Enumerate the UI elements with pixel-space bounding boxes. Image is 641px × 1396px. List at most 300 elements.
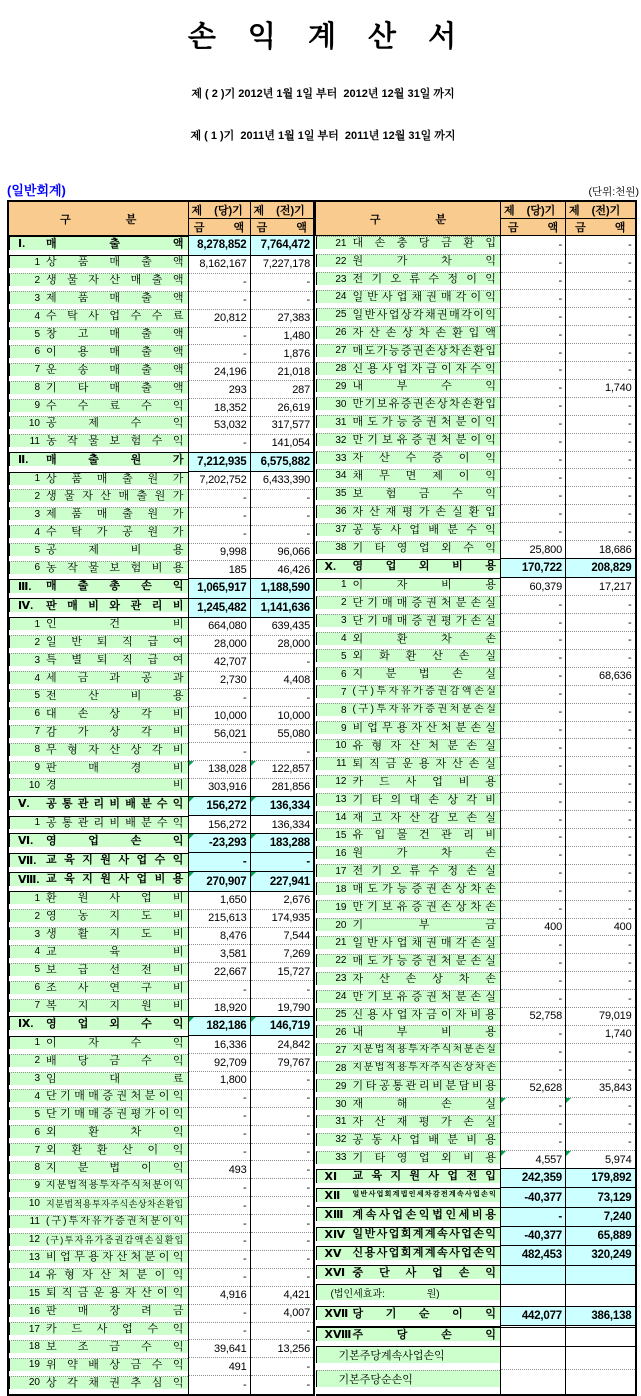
amount-value: 4,557	[535, 1153, 562, 1166]
row-label-text: 보 급 선 전 비	[46, 963, 184, 976]
row-label	[9, 945, 188, 958]
table-row	[316, 1370, 636, 1395]
row-label-text: 내 부 수 익	[352, 380, 496, 393]
cell-comment-marker-icon	[501, 1098, 506, 1103]
row-label	[316, 1169, 501, 1183]
row-label	[9, 1358, 188, 1371]
amount-value: -	[306, 1217, 310, 1230]
amount-value: 1,650	[219, 894, 247, 907]
amount-current	[501, 379, 566, 397]
row-label-text: 세 금 과 공 과	[46, 672, 184, 685]
amount-prior	[250, 945, 314, 963]
amount-prior	[250, 1376, 314, 1395]
amount-current	[188, 273, 250, 291]
amount-value: 293	[228, 383, 247, 396]
row-number: 3	[34, 654, 40, 666]
amount-value: -	[628, 759, 632, 772]
amount-prior	[566, 1327, 636, 1346]
row-label	[9, 927, 188, 940]
row-number: 26	[335, 1026, 347, 1038]
row-label	[9, 452, 188, 466]
cell-comment-marker-icon	[251, 761, 256, 766]
table-row	[8, 778, 314, 796]
amount-value: -	[558, 1210, 562, 1223]
row-label-text: 지 분 법 적 용 투 자 주 식 처 분 손 실	[352, 1044, 496, 1056]
amount-current	[188, 255, 250, 273]
amount-prior	[250, 1340, 314, 1358]
row-label-text: 일 반 사 업 회 계 법 인 세 차 감 전 계 속 사 업 손 익	[352, 1191, 496, 1199]
table-row	[8, 816, 314, 834]
row-label: 기본주당계속사업손익	[316, 1346, 501, 1363]
amount-value: -	[628, 849, 632, 862]
row-label-text: ( 구 ) 투 자 유 가 증 권 처 분 이 익	[46, 1215, 184, 1227]
row-label-text: 단 기 매 매 증 권 평 가 이 익	[46, 1108, 184, 1121]
row-label-text: 유 입 물 건 관 리 비	[352, 829, 496, 842]
amount-prior	[250, 1322, 314, 1340]
amount-current	[501, 523, 566, 541]
amount-current	[188, 1016, 250, 1035]
table-row	[8, 927, 314, 945]
table-row	[8, 796, 314, 815]
amount-value: -	[306, 510, 310, 523]
amount-value: -	[628, 310, 632, 323]
table-row	[8, 1376, 314, 1395]
row-label	[9, 273, 188, 286]
amount-value: -	[628, 616, 632, 629]
row-number: 16	[335, 847, 347, 859]
amount-current	[501, 451, 566, 469]
table-row	[316, 972, 636, 990]
amount-value: -	[558, 1028, 562, 1041]
amount-prior	[250, 416, 314, 434]
row-number: 16	[28, 1305, 40, 1317]
row-label-text: 당 기 순 이 익	[352, 1307, 496, 1320]
table-row	[316, 487, 636, 505]
amount-value: -	[558, 903, 562, 916]
amount-value: -	[306, 856, 310, 869]
account-type-label: (일반회계)	[7, 183, 66, 198]
row-number: 21	[335, 937, 347, 949]
row-label-text: 기 타 공 통 관 리 비 분 담 비 용	[352, 1080, 496, 1093]
row-label	[9, 617, 188, 630]
amount-prior	[566, 632, 636, 650]
amount-prior	[250, 273, 314, 291]
amount-value: -	[628, 292, 632, 305]
row-number: 23	[335, 973, 347, 985]
row-label-text: 만 기 보 유 증 권 처 분 손 실	[352, 990, 496, 1003]
row-label	[316, 793, 501, 806]
row-label-text: 유 형 자 산 처 분 이 익	[46, 1269, 184, 1282]
amount-prior	[566, 469, 636, 487]
amount-current	[501, 1025, 566, 1043]
amount-value: 1,065,917	[197, 582, 247, 595]
row-number: 8	[340, 704, 347, 716]
amount-value: 24,842	[277, 1038, 310, 1051]
row-label	[316, 487, 501, 500]
amount-current	[501, 1061, 566, 1079]
amount-value: -	[306, 1253, 310, 1266]
table-row	[8, 1107, 314, 1125]
amount-current	[188, 363, 250, 381]
amount-current	[501, 1043, 566, 1061]
row-label	[9, 489, 188, 502]
amount-value: -	[243, 528, 247, 541]
amount-current	[501, 811, 566, 829]
table-row	[8, 1054, 314, 1072]
amount-current	[188, 507, 250, 525]
amount-prior	[566, 1246, 636, 1265]
amount-current	[188, 525, 250, 543]
amount-prior	[250, 707, 314, 725]
table-row	[316, 1346, 636, 1369]
amount-current	[188, 796, 250, 815]
amount-value: 303,916	[208, 781, 247, 794]
table-row	[8, 671, 314, 689]
amount-value: -	[558, 759, 562, 772]
row-number: 2	[34, 490, 40, 502]
row-number: 28	[335, 363, 347, 375]
amount-current	[501, 793, 566, 811]
amount-value: -	[628, 598, 632, 611]
row-label	[9, 1072, 188, 1085]
amount-value: -	[243, 1199, 247, 1212]
row-label-text: ( 구 ) 투 자 유 가 증 권 감 액 손 실 환 입	[46, 1234, 184, 1245]
amount-value: -	[628, 777, 632, 790]
row-number: 32	[335, 1134, 347, 1146]
row-label	[316, 811, 501, 824]
amount-value: 68,636	[599, 670, 632, 683]
row-number: 4	[340, 633, 347, 644]
amount-value: 13,256	[277, 1342, 310, 1355]
row-number: 18	[28, 1341, 40, 1353]
amount-value: -	[628, 418, 632, 431]
amount-value: 185	[228, 563, 247, 576]
amount-value: 79,767	[277, 1056, 310, 1069]
amount-prior	[566, 739, 636, 757]
amount-value: -	[628, 813, 632, 826]
amount-value: -	[306, 1271, 310, 1284]
amount-prior	[566, 793, 636, 811]
amount-value: -	[558, 598, 562, 611]
amount-current	[188, 927, 250, 945]
table-row	[316, 918, 636, 936]
amount-value: 122,857	[271, 763, 310, 776]
row-label-text: 자 산 수 증 이 익	[352, 452, 496, 465]
row-label	[316, 1327, 501, 1341]
row-label-text: 제 품 매 출 액	[46, 292, 184, 305]
row-label-text: 영 업 손 익	[46, 834, 184, 847]
amount-prior	[250, 617, 314, 635]
row-number: 14	[28, 1269, 40, 1281]
row-label-text: 생 물 자 산 매 출 원 가	[46, 490, 184, 503]
amount-prior	[566, 308, 636, 326]
amount-value: -	[306, 691, 310, 704]
table-row	[8, 1250, 314, 1268]
table-row	[8, 909, 314, 927]
amount-value: 1,141,636	[260, 601, 310, 614]
row-number: 3	[34, 508, 40, 520]
table-row	[8, 707, 314, 725]
amount-current	[501, 433, 566, 451]
row-label-text: 이 자 비 용	[352, 578, 496, 591]
amount-prior	[250, 891, 314, 909]
amount-value: 493	[228, 1163, 247, 1176]
amount-value: -	[243, 1110, 247, 1123]
row-label: 기본주당순손익	[316, 1370, 501, 1387]
row-number: ⅩⅥ	[324, 1267, 346, 1280]
row-label	[9, 1036, 188, 1049]
amount-value: -	[558, 1117, 562, 1130]
amount-value: 19,790	[277, 1001, 310, 1014]
amount-value: 8,278,852	[197, 239, 247, 252]
row-number: 2	[34, 1055, 40, 1067]
amount-current	[501, 721, 566, 739]
row-label-text: 신 용 사 업 자 금 이 자 수 익	[352, 362, 496, 375]
amount-value: 7,269	[283, 947, 310, 960]
row-number: 31	[335, 1116, 347, 1128]
amount-current	[188, 945, 250, 963]
row-label-text: 상 품 매 출 원 가	[46, 472, 184, 485]
row-label	[316, 649, 501, 662]
amount-value: -	[243, 1146, 247, 1159]
amount-current	[501, 685, 566, 703]
income-statement-page	[7, 14, 639, 1396]
amount-value: -	[558, 974, 562, 987]
row-label	[316, 632, 501, 645]
amount-current	[188, 381, 250, 399]
row-label-text: 영 업 외 수 익	[46, 1017, 184, 1030]
amount-value: -	[558, 238, 562, 251]
amount-value: -	[628, 1117, 632, 1130]
row-number: 10	[28, 1198, 40, 1210]
cell-comment-marker-icon	[189, 1017, 194, 1022]
row-label	[9, 1340, 188, 1353]
row-number: 7	[34, 1144, 40, 1156]
amount-current	[501, 882, 566, 900]
row-label-text: 만 기 보 유 증 권 처 분 이 익	[352, 434, 496, 447]
amount-value: -	[558, 525, 562, 538]
amount-value: -	[628, 471, 632, 484]
row-label	[9, 598, 188, 612]
amount-value: 182,186	[206, 1020, 247, 1033]
table-row	[8, 363, 314, 381]
row-number: Ⅶ.	[18, 854, 37, 867]
amount-value: 46,426	[277, 563, 310, 576]
cell-comment-marker-icon	[566, 1098, 571, 1103]
amount-value: -	[558, 257, 562, 270]
amount-value: -	[306, 1163, 310, 1176]
row-label	[316, 864, 501, 877]
table-row	[8, 1215, 314, 1233]
row-label-text: 이 자 수 익	[46, 1036, 184, 1049]
row-label	[9, 579, 188, 593]
amount-current	[188, 778, 250, 796]
row-label	[316, 379, 501, 392]
amount-prior	[566, 1346, 636, 1369]
row-label	[9, 525, 188, 538]
amount-value: 27,383	[277, 312, 310, 325]
table-row	[316, 596, 636, 614]
amount-value: -	[306, 983, 310, 996]
table-row	[316, 667, 636, 685]
row-label-text: 인 건 비	[46, 618, 184, 631]
row-number: 5	[34, 1108, 40, 1120]
row-label-text: ( 구 ) 투 자 유 가 증 권 처 분 손 실	[352, 704, 496, 716]
amount-value: -	[243, 1181, 247, 1194]
row-number: 28	[335, 1062, 347, 1074]
amount-value: -	[558, 507, 562, 520]
amount-value: -	[243, 437, 247, 450]
table-row	[8, 1286, 314, 1304]
amount-current	[501, 900, 566, 918]
row-label-text: 기 부 금	[352, 919, 496, 931]
cell-comment-marker-icon	[189, 761, 194, 766]
table-row	[8, 255, 314, 273]
row-label	[316, 559, 501, 573]
table-row	[8, 743, 314, 761]
amount-prior	[250, 579, 314, 598]
row-label	[316, 415, 501, 428]
table-row	[8, 1233, 314, 1251]
table-row	[8, 1072, 314, 1090]
table-row	[8, 1358, 314, 1376]
row-label	[9, 1233, 188, 1246]
amount-prior	[250, 1233, 314, 1251]
amount-value: 4,408	[283, 674, 310, 686]
row-label	[9, 1143, 188, 1156]
amount-value: 141,054	[271, 437, 310, 450]
row-label-text: 퇴 직 금 운 용 자 산 손 실	[352, 757, 496, 770]
row-label	[316, 1043, 501, 1056]
amount-prior	[566, 864, 636, 882]
row-label	[9, 891, 188, 904]
table-row	[8, 489, 314, 507]
row-label-text: 공 통 관 리 비 배 분 수 익	[46, 797, 184, 810]
amount-value: 20,812	[214, 312, 247, 325]
amount-value: -	[628, 1046, 632, 1059]
amount-value: 6,433,390	[262, 474, 310, 487]
amount-value: -	[243, 1253, 247, 1266]
row-label-text: 복 지 지 원 비	[46, 999, 184, 1012]
row-label	[9, 963, 188, 976]
row-label-text: 일 반 퇴 직 급 여	[46, 636, 184, 649]
row-number: 25	[335, 1009, 347, 1021]
table-row	[8, 689, 314, 707]
row-label	[316, 703, 501, 716]
amount-value: 24,196	[214, 365, 247, 378]
row-number: 12	[28, 1234, 40, 1246]
amount-value: 17,217	[599, 580, 632, 593]
table-row	[8, 236, 314, 256]
row-label-text: 비 업 무 용 자 산 처 분 손 실	[352, 722, 496, 735]
amount-current	[501, 990, 566, 1008]
row-label	[316, 596, 501, 609]
row-label-text: 이 용 매 출 액	[46, 345, 184, 358]
amount-value: -	[243, 745, 247, 758]
table-row	[8, 1143, 314, 1161]
amount-prior	[250, 1161, 314, 1179]
amount-value: 281,856	[271, 781, 310, 794]
table-row	[316, 469, 636, 487]
amount-value: 55,080	[277, 727, 310, 740]
row-label	[9, 416, 188, 429]
table-body-right	[316, 236, 636, 1396]
amount-value: -	[558, 706, 562, 719]
row-label-text: 매 도 가 능 증 권 처 분 손 실	[352, 954, 496, 967]
row-label-text: 운 송 매 출 액	[46, 363, 184, 376]
table-row	[316, 451, 636, 469]
amount-value: 39,641	[214, 1342, 247, 1355]
amount-current	[501, 1097, 566, 1115]
amount-current	[501, 1370, 566, 1395]
amount-value: 1,876	[283, 347, 310, 360]
amount-value: -	[558, 436, 562, 449]
amount-value: -	[628, 741, 632, 754]
amount-prior	[566, 433, 636, 451]
row-label: (법인세효과: 원)	[316, 1284, 501, 1300]
column-header-amount-prior: 금 액	[250, 219, 314, 236]
amount-prior	[566, 703, 636, 721]
row-label	[316, 451, 501, 464]
row-label	[316, 308, 501, 321]
amount-value: -	[558, 418, 562, 431]
row-label-text: 외 환 차 손	[352, 632, 496, 645]
amount-current	[188, 416, 250, 434]
row-label	[9, 236, 188, 250]
table-row	[8, 507, 314, 525]
row-number: 22	[335, 255, 347, 267]
row-label-text: 영 농 지 도 비	[46, 910, 184, 923]
row-label-text: 채 무 면 제 이 익	[352, 469, 496, 482]
amount-value: 156,272	[208, 818, 247, 831]
amount-value: 1,800	[219, 1074, 247, 1087]
row-label	[316, 990, 501, 1003]
row-number: 23	[335, 273, 347, 285]
row-label-text: 특 별 퇴 직 급 여	[46, 654, 184, 667]
table-row	[316, 523, 636, 541]
table-row	[316, 433, 636, 451]
row-label	[316, 972, 501, 985]
row-number: 32	[335, 434, 347, 446]
row-number: 6	[34, 982, 40, 994]
amount-prior	[250, 1036, 314, 1054]
amount-current	[501, 739, 566, 757]
amount-prior	[566, 1265, 636, 1284]
amount-prior	[250, 434, 314, 452]
amount-prior	[250, 543, 314, 561]
row-number: 20	[28, 1377, 40, 1389]
column-header-current-period: 제 (당)기	[501, 201, 566, 219]
amount-value: 2,730	[219, 674, 247, 686]
amount-value: 136,334	[269, 799, 310, 812]
row-label-text: 내 부 비 용	[352, 1026, 496, 1039]
amount-prior	[250, 561, 314, 579]
amount-prior	[250, 525, 314, 543]
amount-prior	[250, 345, 314, 363]
amount-prior	[250, 255, 314, 273]
amount-value: -	[243, 1235, 247, 1248]
row-label-text: 농 작 물 보 험 비 용	[46, 561, 184, 574]
row-label	[316, 1188, 501, 1202]
table-row	[8, 525, 314, 543]
row-label-text: 판 매 경 비	[46, 761, 184, 774]
amount-value: -	[306, 1235, 310, 1248]
amount-current	[188, 707, 250, 725]
amount-value: 208,829	[591, 562, 632, 575]
row-number: 7	[34, 726, 40, 738]
row-label	[316, 1227, 501, 1241]
table-header-right	[316, 201, 636, 236]
